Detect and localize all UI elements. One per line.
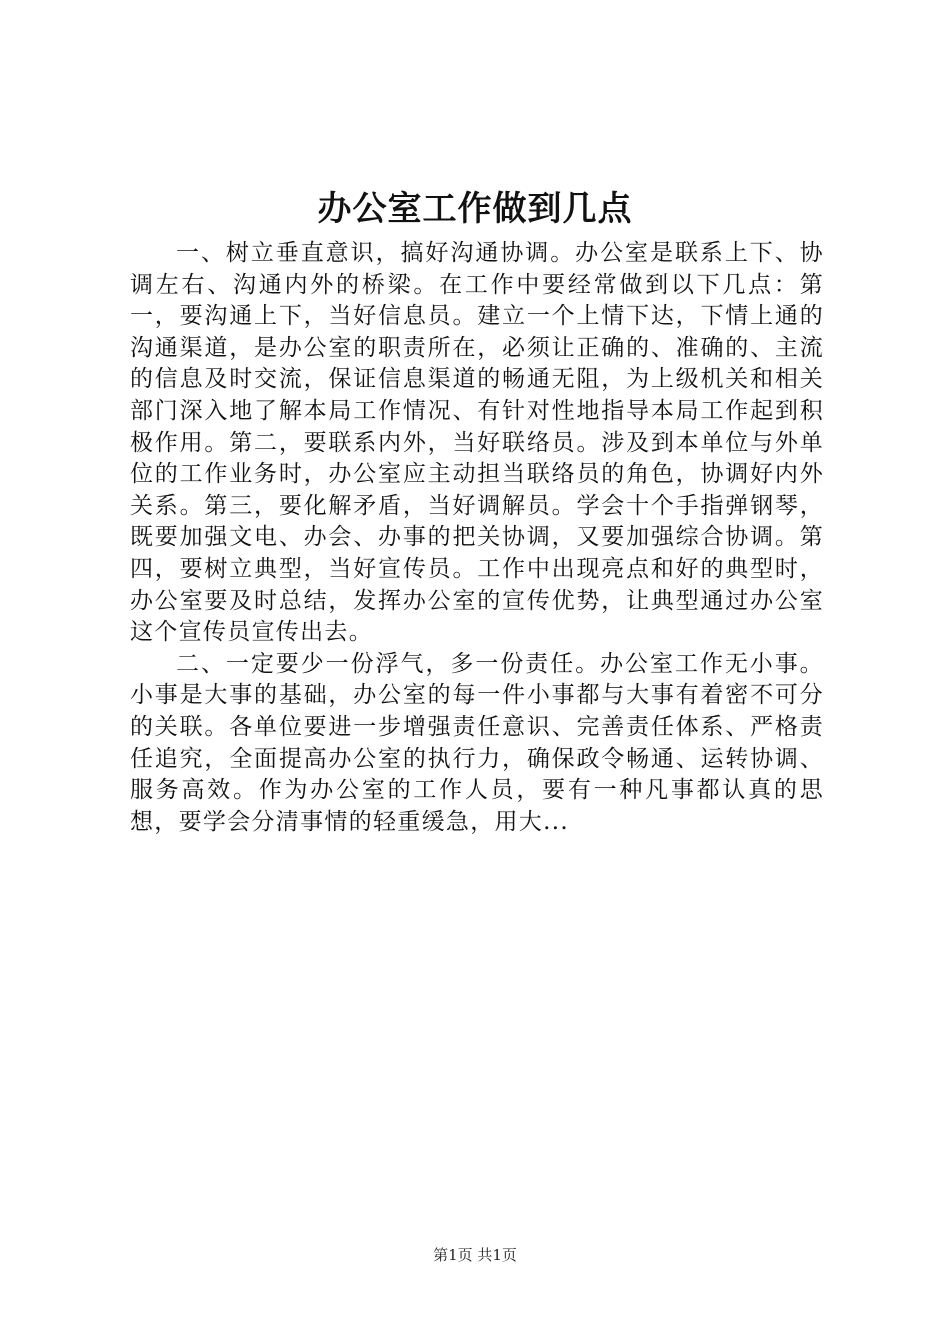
page-title: 办公室工作做到几点 [317,189,633,229]
paragraph-2: 二、一定要少一份浮气，多一份责任。办公室工作无小事。小事是大事的基础，办公室的每一件小事都与大事有着密不可分的关联。各单位要进一步增强责任意识、完善责任体系、严格责任追究，全面提高办公室的执行力，确保政令畅通、运转协调、服务高效。作为办公室的工作人员，要有一种凡事都认真的思想，要学会分清事情的轻重缓急，用大... [130,650,824,835]
paragraph-1: 一、树立垂直意识，搞好沟通协调。办公室是联系上下、协调左右、沟通内外的桥梁。在工作中要经常做到以下几点：第一，要沟通上下，当好信息员。建立一个上情下达，下情上通的沟通渠道，是办公室的职责所在，必须让正确的、准确的、主流的信息及时交流，保证信息渠道的畅通无阻，为上级机关和相关部门深入地了解本局工作情况、有针对性地指导本局工作起到积极作用。第二，要联系内外，当好联络员。涉及到本单位与外单位的工作业务时，办公室应主动担当联络员的角色，协调好内外关系。第三，要化解矛盾，当好调解员。学会十个手指弹钢琴，既要加强文电、办会、办事的把关协调，又要加强综合协调。第四，要树立典型，当好宣传员。工作中出现亮点和好的典型时，办公室要及时总结，发挥办公室的宣传优势，让典型通过办公室这个宣传员宣传出去。 [130,240,824,646]
page-number: 第1页 共1页 [433,1246,517,1264]
document-body [130,238,824,838]
